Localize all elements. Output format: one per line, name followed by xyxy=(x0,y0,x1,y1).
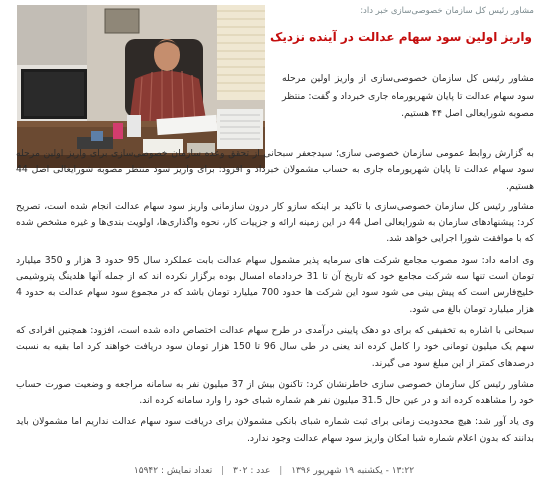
office-scene-image xyxy=(17,5,265,168)
publish-datetime: ۱۳:۲۲ - یکشنبه ۱۹ شهریور ۱۳۹۶ xyxy=(291,466,415,476)
meta-separator: | xyxy=(221,466,225,476)
meta-separator: | xyxy=(279,466,283,476)
article-paragraph: مشاور رئیس کل سازمان خصوصی‌سازی با تاکید بر اینکه سازو کار درون سازمانی واریز سود سهام عدالت انجام شده است، تصریح کرد: پیشنهادهای سازمان به شورایعالی اصل 44 در این زمینه ارائه و جزییات کار، نحوه واگذاری‌ها، اولویت بندی‌ها و غیره مشخص شده که با موافقت شورا اجرایی خواهد شد. xyxy=(16,200,534,245)
article-lead: مشاور رئیس کل سازمان خصوصی‌سازی از واریز اولین مرحله سود سهام عدالت تا پایان شهریورماه جاری خبرداد و گفت: منتظر مصوبه شورایعالی اصل ۴۴ هستیم. xyxy=(282,73,534,119)
article-meta-footer xyxy=(16,466,532,476)
article-paragraph: مشاور رئیس کل سازمان خصوصی سازی خاطرنشان کرد: تاکنون بیش از 37 میلیون نفر به سامانه مراجعه و وضعیت صورت حساب خود را مشاهده کرده اند و در عین حال 31.5 میلیون نفر هم شماره شبای خود را وارد سامانه کرده اند. xyxy=(16,378,534,407)
article-body xyxy=(16,146,534,452)
article-kicker: مشاور رئیس کل سازمان خصوصی‌سازی خبر داد: xyxy=(360,6,534,16)
view-count: تعداد نمایش : ۱۵۹۴۲ xyxy=(133,466,213,476)
article-headline: واریز اولین سود سهام عدالت در آینده نزدیک xyxy=(270,30,532,44)
article-paragraph: سبحانی با اشاره به تخفیفی که برای دو دهک پایینی درآمدی در طرح سهام عدالت اختصاص داده شده است، افزود: همچنین افرادی که سهم یک میلیون تومانی خود را کامل کرده اند یعنی در طی سال 96 تا 150 هزار تومان سود دریافت خواهند کرد اما بقیه به نسبت درصدهای کمتر از این مبلغ سود می گیرند. xyxy=(16,324,534,369)
article-photo xyxy=(17,5,265,168)
article-paragraph: وی یاد آور شد: هیچ محدودیت زمانی برای ثبت شماره شبای بانکی مشمولان برای دریافت سود سهام عدالت نداریم اما مشمولان باید بدانند که بدون اعلام شماره شبا امکان واریز سود سهام عدالت وجود ندارد. xyxy=(16,416,534,444)
article-paragraph: وی ادامه داد: سود مصوب مجامع شرکت های سرمایه پذیر مشمول سهام عدالت بابت عملکرد سال 95 حدود 3 هزار و 350 میلیارد تومان است تنها سه شرکت مجامع خود که تاریخ آن تا 31 خردادماه امسال بوده برگزار نکرده اند که از جمله آنها هلدینگ پتروشیمی خلیج‌فارس است که پیش بینی می شود سود این شرکت ها حدود 700 میلیارد تومان باشد که در مجموع سود سهام عدالت به حدود 4 هزار میلیارد تومان بالغ می شود. xyxy=(16,254,534,315)
issue-number: عدد : ۳۰۲ xyxy=(233,466,271,476)
article-paragraph: به گزارش روابط عمومی سازمان خصوصی سازی؛ سیدجعفر سبحانی از تحقق وعده سازمان خصوصی‌سازی برای واریز اولین مرحله سود سهام عدالت تا پایان شهریورماه جاری به حساب مشمولان خبرداد و افزود: برای واریز سود منتظر مصوبه شورایعالی اصل 44 هستیم. xyxy=(16,148,534,192)
